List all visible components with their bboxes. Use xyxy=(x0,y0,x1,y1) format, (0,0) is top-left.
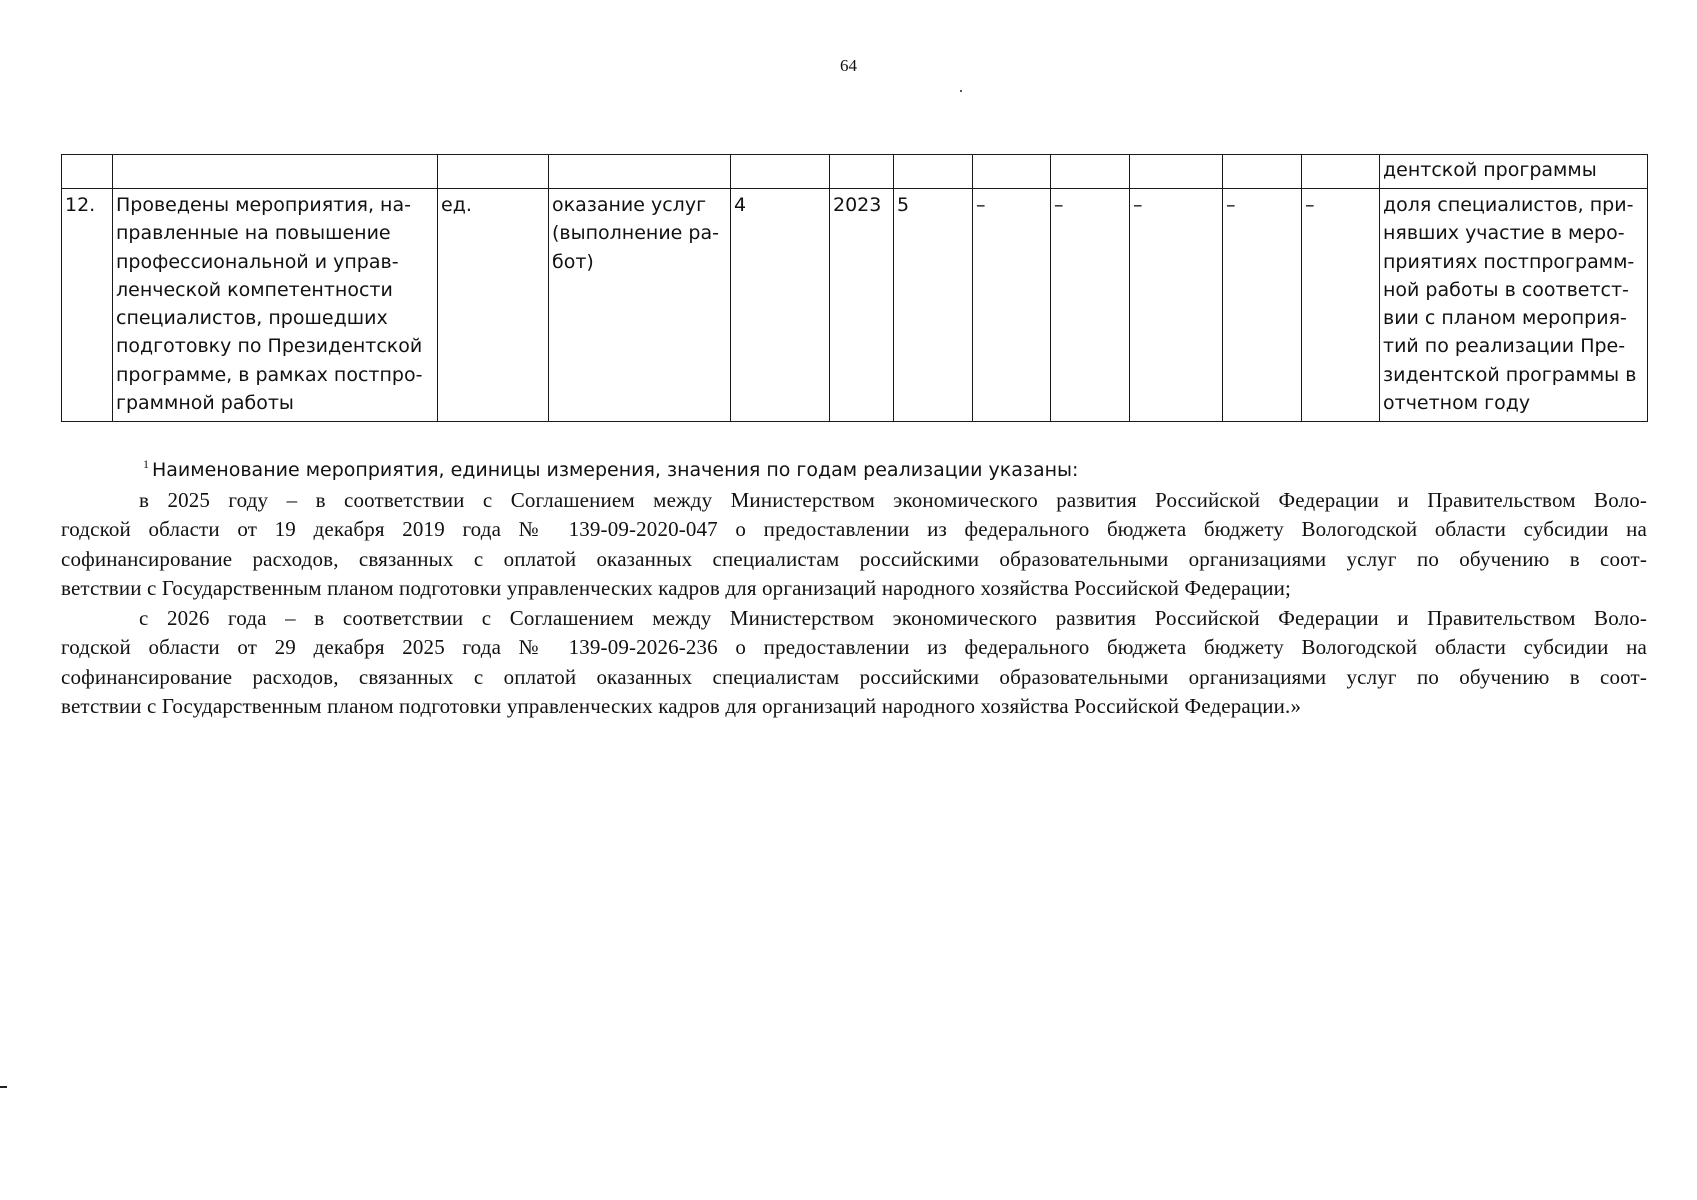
year-value: – xyxy=(1051,189,1130,422)
year-value: – xyxy=(1130,189,1223,422)
year-value: – xyxy=(1223,189,1302,422)
text-line: тий по реализации Пре- xyxy=(1383,335,1626,358)
text-line: нявших участие в меро- xyxy=(1383,222,1625,245)
text-line: оказание услуг xyxy=(552,194,707,216)
text-line: софинансирование расходов, связанных с оплатой оказанных специалистам российскими образовательными организациями услуг по обучению в соот- xyxy=(61,664,1647,689)
text-line: ной работы в соответст- xyxy=(1383,278,1629,301)
indicator xyxy=(1380,189,1648,422)
text-line: софинансирование расходов, связанных с оплатой оказанных специалистам российскими образовательными организациями услуг по обучению в соот- xyxy=(61,546,1647,571)
measure-name xyxy=(113,189,438,422)
text-line: правленные на повышение xyxy=(116,222,391,245)
text-line: профессиональной и управ- xyxy=(116,250,399,273)
text-line: с 2026 года – в соответствии с Соглашением между Министерством экономического развития Российской Федерации и Правительством Воло- xyxy=(139,605,1647,630)
cell-year-value xyxy=(1130,155,1223,189)
unit: ед. xyxy=(438,189,549,422)
cell-year-value xyxy=(1223,155,1302,189)
row-number: 12. xyxy=(62,189,113,422)
cell-year-value xyxy=(1302,155,1380,189)
text-line: зидентской программы в xyxy=(1383,363,1637,386)
table-row xyxy=(62,189,1648,422)
cell-unit xyxy=(438,155,549,189)
footnotes xyxy=(61,450,1647,722)
measures-table xyxy=(61,154,1648,422)
cell-num xyxy=(62,155,113,189)
text-line: годской области от 19 декабря 2019 года № 139-09-2020-047 о предоставлении из федерального бюджета бюджету Вологодской области субсидии на xyxy=(61,517,1647,541)
year-value: – xyxy=(1302,189,1380,422)
text-line: Проведены мероприятия, на- xyxy=(116,194,411,216)
footnote-intro xyxy=(143,450,1647,486)
cell-type xyxy=(549,155,731,189)
base-value: 4 xyxy=(731,189,830,422)
text-line: ветствии с Государственным планом подготовки управленческих кадров для организаций народного хозяйства Российской Федерации.» xyxy=(61,694,1302,718)
footnote-marker: 1 xyxy=(143,457,149,471)
measure-type xyxy=(549,189,731,422)
cell-year-value xyxy=(973,155,1051,189)
text-line: ленческой компетентности xyxy=(116,278,393,301)
text-line: годской области от 29 декабря 2025 года № 139-09-2026-236 о предоставлении из федерального бюджета бюджету Вологодской области субсидии на xyxy=(61,635,1647,659)
footnote-intro-text: Наименование мероприятия, единицы измерения, значения по годам реализации указаны: xyxy=(152,459,1079,481)
footnote-paragraph-2026 xyxy=(61,604,1647,722)
page-number: 64 xyxy=(840,56,857,75)
text-line: граммной работы xyxy=(116,392,294,415)
cell-indicator: дентской программы xyxy=(1380,155,1648,189)
text-line: вии с планом мероприя- xyxy=(1383,307,1627,330)
cell-name xyxy=(113,155,438,189)
text-line: (выполнение ра- xyxy=(552,222,719,245)
cell-year-value xyxy=(1051,155,1130,189)
text-line: приятиях постпрограмм- xyxy=(1383,250,1635,273)
text-line: в 2025 году – в соответствии с Соглашением между Министерством экономического развития Российской Федерации и Правительством Воло- xyxy=(139,487,1647,512)
base-year: 2023 xyxy=(830,189,894,422)
year-value: 5 xyxy=(894,189,973,422)
text-line: подготовку по Президентской xyxy=(116,335,423,358)
cell-base-value xyxy=(731,155,830,189)
cell-base-year xyxy=(830,155,894,189)
text-line: бот) xyxy=(552,250,594,273)
text-line: программе, в рамках постпро- xyxy=(116,363,423,386)
text-line: специалистов, прошедших xyxy=(116,307,388,330)
year-value: – xyxy=(973,189,1051,422)
text-line: отчетном году xyxy=(1383,392,1531,415)
scan-mark xyxy=(0,1086,7,1088)
footnote-paragraph-2025 xyxy=(61,486,1647,604)
scan-speck xyxy=(960,90,962,92)
continuation-row xyxy=(62,155,1648,189)
text-line: ветствии с Государственным планом подготовки управленческих кадров для организаций народного хозяйства Российской Федерации; xyxy=(61,576,1292,600)
cell-year-value xyxy=(894,155,973,189)
text-line: доля специалистов, при- xyxy=(1383,194,1634,216)
